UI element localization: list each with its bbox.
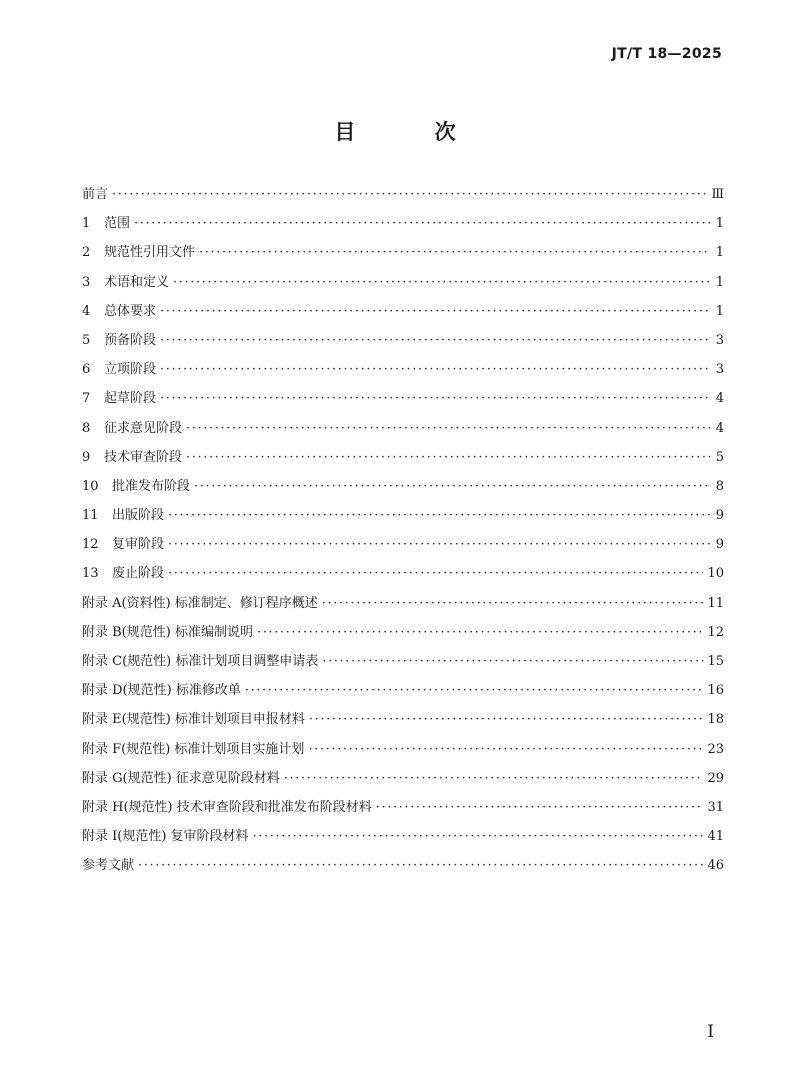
toc-leader-dots: [160, 297, 710, 326]
toc-page-number: 9: [715, 537, 724, 553]
toc-label: 复审阶段: [112, 537, 165, 553]
toc-number: 11: [82, 508, 99, 524]
toc-leader-dots: [309, 705, 704, 734]
toc-page-number: 29: [707, 770, 724, 786]
toc-number: 4: [82, 303, 91, 319]
toc-entry-13[interactable]: [82, 559, 724, 588]
toc-entry-1[interactable]: [82, 209, 724, 238]
toc-label: 附录 G(规范性) 征求意见阶段材料: [82, 770, 280, 786]
toc-label: 总体要求: [104, 303, 157, 319]
toc-label: 规范性引用文件: [104, 245, 196, 261]
toc-number: 3: [82, 274, 91, 290]
toc-number: 2: [82, 245, 91, 261]
toc-leader-dots: [138, 851, 703, 880]
toc-number: 9: [82, 449, 91, 465]
toc-page-number: 1: [715, 274, 724, 290]
toc-page-number: 16: [707, 683, 724, 699]
toc-entry-11[interactable]: [82, 501, 724, 530]
toc-entry-9[interactable]: [82, 443, 724, 472]
table-of-contents: [82, 180, 724, 881]
toc-leader-dots: [199, 238, 710, 267]
toc-label: 废止阶段: [112, 566, 165, 582]
toc-leader-dots: [160, 355, 710, 384]
toc-leader-dots: [284, 764, 704, 793]
toc-label: 术语和定义: [104, 274, 170, 290]
toc-number: 10: [82, 478, 99, 494]
toc-label: 立项阶段: [104, 362, 157, 378]
toc-leader-dots: [376, 793, 704, 822]
toc-label: 起草阶段: [104, 391, 157, 407]
toc-leader-dots: [160, 384, 710, 413]
toc-page-number: 4: [715, 391, 724, 407]
toc-leader-dots: [257, 618, 703, 647]
toc-number: 5: [82, 332, 91, 348]
toc-entry-appendix-i[interactable]: [82, 822, 724, 851]
toc-page-number: 1: [715, 245, 724, 261]
toc-page-number: 11: [707, 595, 724, 611]
toc-number: 6: [82, 362, 91, 378]
toc-page-number: 8: [715, 478, 724, 494]
toc-page-number: 12: [707, 624, 724, 640]
toc-page-number: 46: [707, 858, 724, 874]
toc-page-number: 31: [707, 799, 724, 815]
toc-entry-4[interactable]: [82, 297, 724, 326]
toc-entry-6[interactable]: [82, 355, 724, 384]
toc-label: 技术审查阶段: [104, 449, 183, 465]
toc-label: 附录 E(规范性) 标准计划项目申报材料: [82, 712, 305, 728]
toc-label: 出版阶段: [112, 508, 165, 524]
toc-entry-appendix-f[interactable]: [82, 735, 724, 764]
toc-page-number: 1: [715, 216, 724, 232]
toc-label: 预备阶段: [104, 332, 157, 348]
toc-label: 附录 I(规范性) 复审阶段材料: [82, 829, 249, 845]
toc-label: 附录 C(规范性) 标准计划项目调整申请表: [82, 654, 319, 669]
toc-page-number: 18: [707, 712, 724, 728]
toc-entry-7[interactable]: [82, 384, 724, 413]
toc-leader-dots: [322, 589, 704, 618]
toc-entry-bibliography[interactable]: [82, 851, 724, 880]
toc-page-number: 3: [715, 332, 724, 348]
toc-page-number: Ⅲ: [711, 187, 724, 202]
toc-label: 附录 F(规范性) 标准计划项目实施计划: [82, 741, 305, 757]
toc-leader-dots: [168, 559, 703, 588]
toc-leader-dots: [186, 414, 710, 443]
toc-page-number: 4: [715, 420, 724, 436]
toc-label: 附录 D(规范性) 标准修改单: [82, 683, 241, 699]
toc-entry-appendix-c[interactable]: [82, 647, 724, 676]
toc-page-number: 15: [707, 654, 724, 669]
toc-page-number: 1: [715, 303, 724, 319]
toc-entry-5[interactable]: [82, 326, 724, 355]
toc-label: 附录 A(资料性) 标准制定、修订程序概述: [82, 595, 318, 611]
toc-label: 征求意见阶段: [104, 420, 183, 436]
toc-label: 前言: [82, 187, 109, 202]
toc-entry-appendix-h[interactable]: [82, 793, 724, 822]
toc-page-number: 10: [707, 566, 724, 582]
toc-page-number: 9: [715, 508, 724, 524]
toc-page-number: 41: [707, 829, 724, 845]
toc-number: 1: [82, 216, 91, 232]
toc-entry-appendix-e[interactable]: [82, 705, 724, 734]
toc-number: 7: [82, 391, 91, 407]
toc-page-number: 5: [715, 449, 724, 465]
toc-label: 范围: [104, 216, 131, 232]
toc-entry-2[interactable]: [82, 238, 724, 267]
toc-number: 12: [82, 537, 99, 553]
toc-label: 参考文献: [82, 858, 135, 874]
toc-entry-3[interactable]: [82, 268, 724, 297]
toc-leader-dots: [168, 530, 710, 559]
page-title: 目 次: [334, 120, 492, 144]
toc-entry-appendix-g[interactable]: [82, 764, 724, 793]
toc-leader-dots: [322, 647, 703, 676]
toc-entry-appendix-b[interactable]: [82, 618, 724, 647]
toc-entry-appendix-d[interactable]: [82, 676, 724, 705]
toc-leader-dots: [134, 209, 710, 238]
toc-entry-appendix-a[interactable]: [82, 589, 724, 618]
toc-leader-dots: [194, 472, 710, 501]
toc-leader-dots: [253, 822, 704, 851]
toc-leader-dots: [308, 735, 703, 764]
toc-page-number: 23: [707, 741, 724, 757]
toc-entry-12[interactable]: [82, 530, 724, 559]
toc-entry-8[interactable]: [82, 414, 724, 443]
toc-label: 附录 H(规范性) 技术审查阶段和批准发布阶段材料: [82, 799, 372, 815]
document-code: JT/T 18—2025: [611, 46, 722, 62]
toc-entry-foreword[interactable]: [82, 180, 724, 209]
toc-number: 8: [82, 420, 91, 436]
toc-number: 13: [82, 566, 99, 582]
toc-leader-dots: [173, 268, 710, 297]
toc-leader-dots: [160, 326, 710, 355]
toc-leader-dots: [186, 443, 710, 472]
toc-leader-dots: [112, 180, 707, 209]
toc-label: 附录 B(规范性) 标准编制说明: [82, 624, 253, 640]
toc-leader-dots: [245, 676, 704, 705]
toc-leader-dots: [168, 501, 710, 530]
toc-label: 批准发布阶段: [112, 478, 191, 494]
toc-entry-10[interactable]: [82, 472, 724, 501]
toc-page-number: 3: [715, 362, 724, 378]
page-number: I: [707, 1022, 714, 1042]
